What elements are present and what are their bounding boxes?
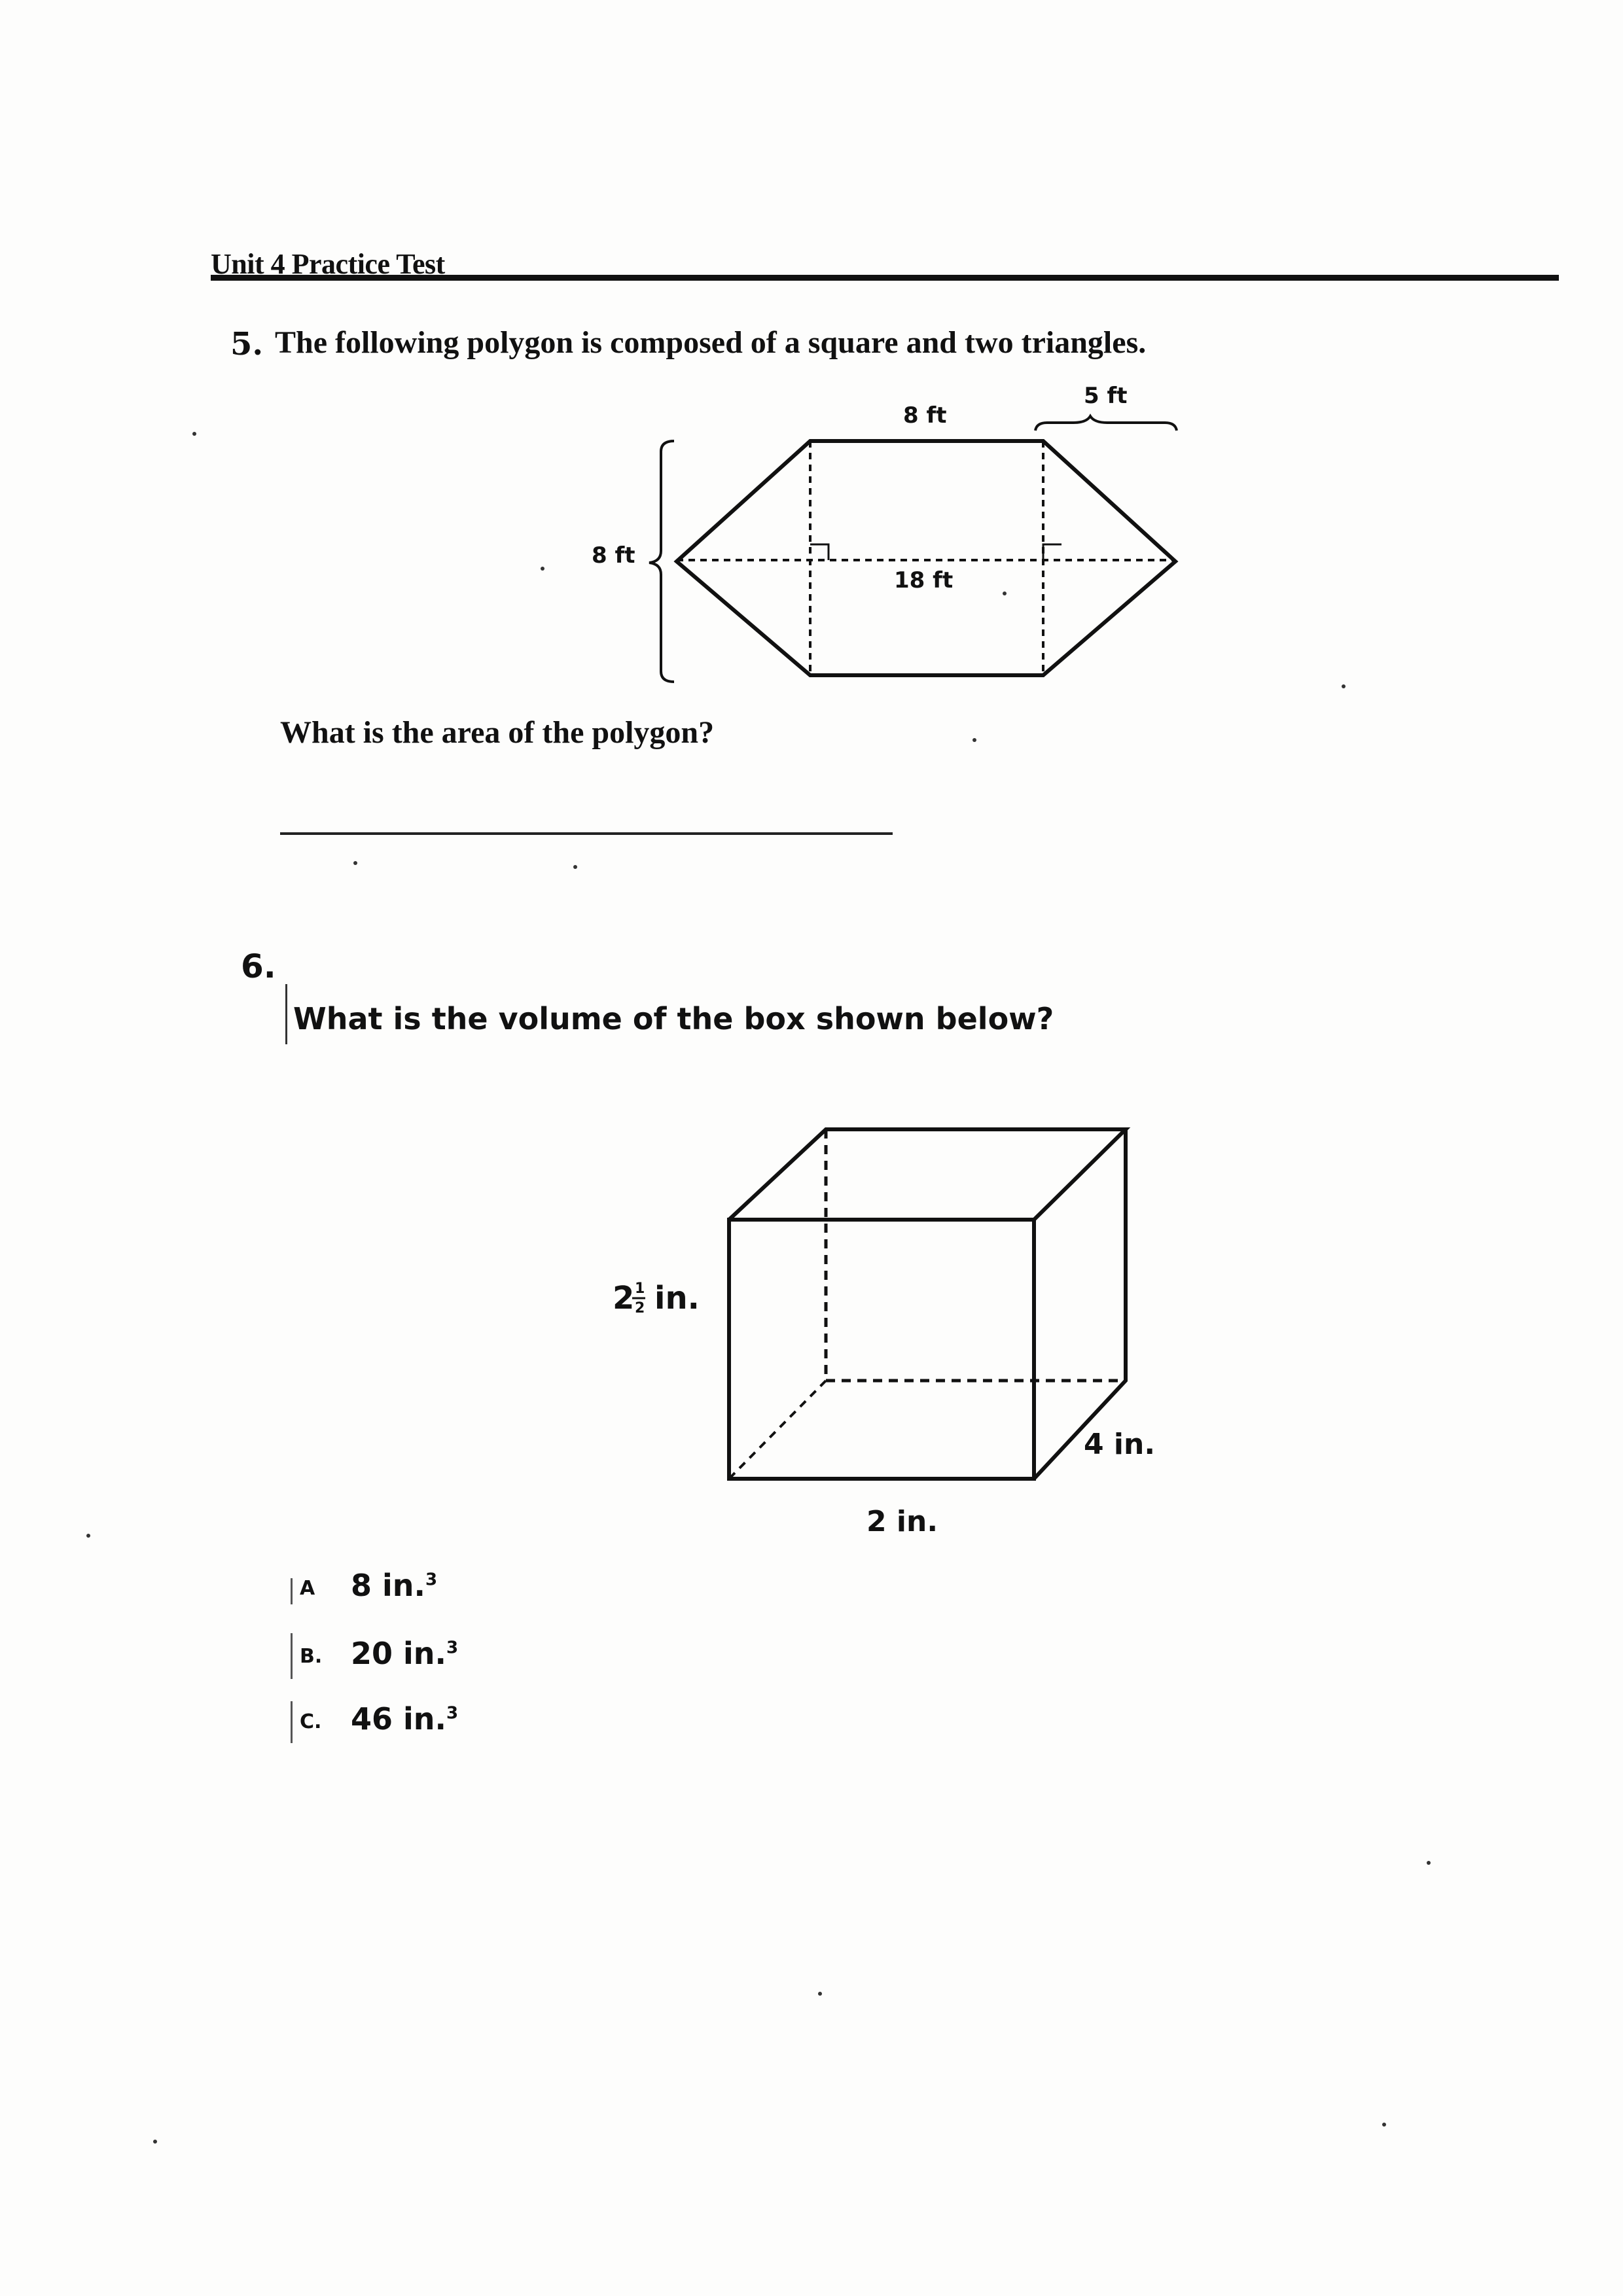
choice-margin-mark-a — [291, 1578, 293, 1604]
choice-b-value: 20 in. — [351, 1636, 447, 1671]
scan-speck — [353, 861, 357, 865]
scan-speck — [153, 2140, 157, 2144]
height-bracket — [649, 441, 674, 682]
question-5-number: 5. — [230, 326, 264, 362]
choice-c[interactable] — [300, 1701, 562, 1747]
question-6-number: 6. — [241, 947, 276, 985]
scan-speck — [1382, 2123, 1386, 2127]
choice-a-exponent: 3 — [425, 1570, 438, 1590]
choice-a[interactable] — [300, 1568, 562, 1614]
scan-speck — [541, 567, 544, 571]
label-height-den: 2 — [635, 1300, 645, 1316]
scan-speck — [972, 738, 976, 742]
scan-speck — [192, 432, 196, 436]
top-bracket — [1035, 416, 1177, 431]
choice-b-letter: B. — [300, 1645, 323, 1668]
right-angle-marker-left — [810, 544, 829, 560]
box-figure — [589, 1112, 1217, 1544]
hexagon-outline — [677, 441, 1175, 675]
scan-speck — [818, 1992, 822, 1996]
box-right-face — [1034, 1129, 1126, 1479]
answer-line[interactable] — [280, 832, 893, 835]
label-depth: 4 in. — [1084, 1428, 1156, 1461]
choice-b-exponent: 3 — [446, 1638, 459, 1658]
choice-c-letter: C. — [300, 1710, 322, 1733]
box-front-face — [729, 1220, 1034, 1479]
page-header-title: Unit 4 Practice Test — [211, 248, 445, 280]
scan-speck — [86, 1534, 90, 1538]
label-height: 8 ft — [592, 542, 635, 569]
hexagon-figure — [589, 373, 1217, 687]
choice-margin-mark-c — [291, 1701, 293, 1743]
label-top-side: 8 ft — [903, 402, 947, 429]
choice-c-exponent: 3 — [446, 1703, 459, 1723]
choice-a-value: 8 in. — [351, 1568, 426, 1603]
question-6-margin-mark — [285, 984, 287, 1044]
label-bracket-top: 5 ft — [1084, 383, 1128, 409]
choice-b[interactable] — [300, 1636, 562, 1682]
scan-speck — [573, 865, 577, 869]
choice-c-value: 46 in. — [351, 1701, 447, 1737]
label-height-num: 1 — [635, 1280, 645, 1297]
scan-speck — [1342, 684, 1346, 688]
scan-speck — [1003, 592, 1007, 595]
choice-margin-mark-b — [291, 1633, 293, 1679]
label-height-unit: in. — [654, 1280, 700, 1316]
scan-speck — [1427, 1861, 1431, 1865]
question-6-text: What is the volume of the box shown below? — [293, 1001, 1054, 1036]
label-height-whole: 2 — [613, 1280, 635, 1316]
choice-a-letter: A — [300, 1577, 315, 1600]
label-diagonal: 18 ft — [894, 567, 954, 593]
box-top-face — [729, 1129, 1126, 1220]
question-5-text: The following polygon is composed of a square and two triangles. — [275, 325, 1147, 360]
question-5-prompt: What is the area of the polygon? — [280, 715, 715, 750]
label-width: 2 in. — [866, 1505, 938, 1538]
header-rule — [211, 275, 1559, 281]
right-angle-marker-right — [1043, 544, 1061, 560]
hidden-edge-diagonal — [729, 1381, 826, 1479]
